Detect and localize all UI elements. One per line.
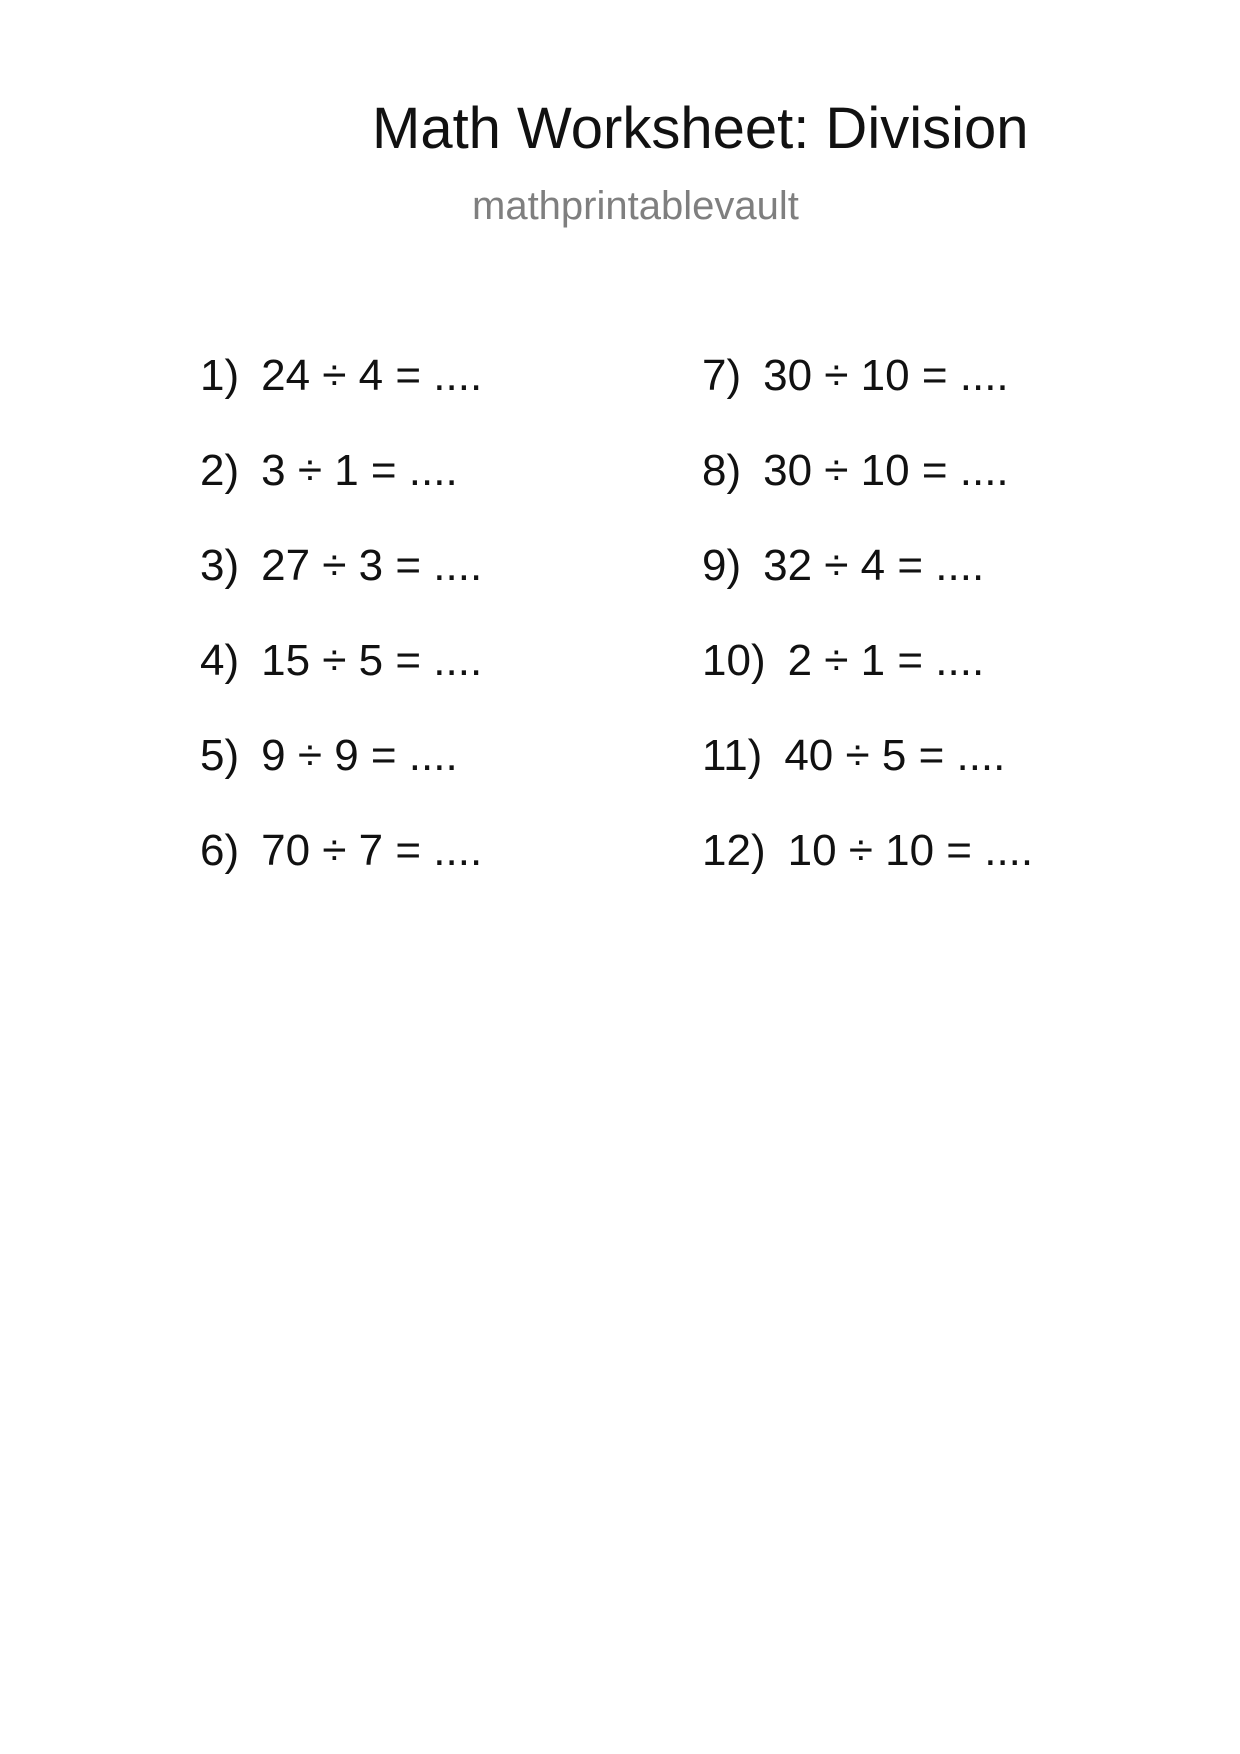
problem-expression: 2 ÷ 1 = ....: [787, 636, 985, 685]
problem-number: 7): [702, 351, 742, 400]
problem-5: [200, 731, 702, 829]
problem-expression: 30 ÷ 10 = ....: [763, 351, 1009, 400]
problem-number: 3): [200, 541, 240, 590]
problem-11: [702, 731, 1100, 829]
problem-8: [702, 446, 1100, 544]
problem-expression: 3 ÷ 1 = ....: [261, 446, 458, 495]
problem-expression: 15 ÷ 5 = ....: [261, 636, 483, 685]
problem-number: 1): [200, 351, 240, 400]
problem-4: [200, 636, 702, 734]
problem-expression: 9 ÷ 9 = ....: [261, 731, 458, 780]
problem-7: [702, 351, 1100, 449]
problem-3: [200, 541, 702, 639]
problem-2: [200, 446, 702, 544]
problem-expression: 24 ÷ 4 = ....: [261, 351, 483, 400]
problem-number: 8): [702, 446, 742, 495]
problem-12: [702, 826, 1100, 924]
problem-expression: 10 ÷ 10 = ....: [787, 826, 1034, 875]
problem-number: 11): [702, 731, 763, 780]
problem-number: 12): [702, 826, 766, 875]
problem-number: 10): [702, 636, 766, 685]
problem-number: 4): [200, 636, 240, 685]
problem-number: 9): [702, 541, 742, 590]
problem-number: 5): [200, 731, 240, 780]
problem-number: 6): [200, 826, 240, 875]
problem-1: [200, 351, 702, 449]
problem-6: [200, 826, 702, 924]
problem-number: 2): [200, 446, 240, 495]
problem-expression: 70 ÷ 7 = ....: [261, 826, 483, 875]
problem-expression: 27 ÷ 3 = ....: [261, 541, 483, 590]
problem-expression: 30 ÷ 10 = ....: [763, 446, 1009, 495]
problem-9: [702, 541, 1100, 639]
page-title: Math Worksheet: Division: [372, 96, 1029, 161]
problem-expression: 32 ÷ 4 = ....: [763, 541, 985, 590]
problem-list: [200, 351, 1100, 875]
problem-expression: 40 ÷ 5 = ....: [784, 731, 1006, 780]
problem-10: [702, 636, 1100, 734]
page-subtitle: mathprintablevault: [472, 184, 799, 228]
